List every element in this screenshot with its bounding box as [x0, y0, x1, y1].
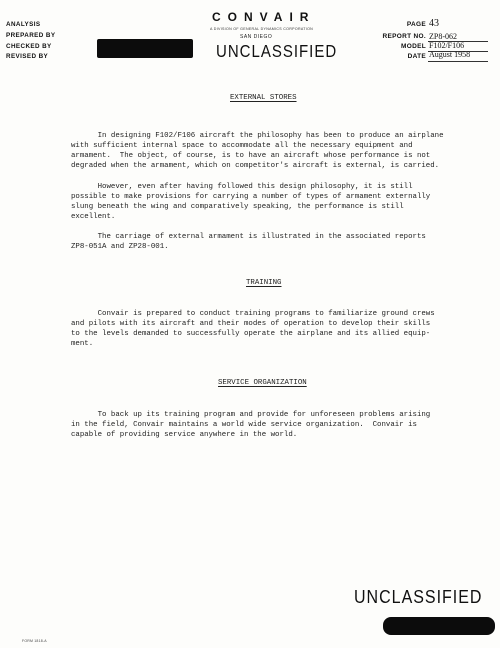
division-line: A DIVISION OF GENERAL DYNAMICS CORPORATION	[210, 27, 314, 31]
classification-footer: UNCLASSIFIED	[354, 588, 483, 608]
page-label: PAGE	[406, 21, 426, 28]
text-line: armament. The object, of course, is to have an aircraft whose performance is not	[71, 152, 431, 160]
text-line: Convair is prepared to conduct training programs to familiarize ground crews	[71, 310, 435, 318]
text-line: slung beneath the wing and comparatively speaking, the performance is still	[71, 203, 404, 211]
date-rule	[428, 61, 488, 62]
label-analysis: ANALYSIS	[6, 21, 41, 28]
section-heading-service-organization: SERVICE ORGANIZATION	[218, 379, 307, 387]
text-line: However, even after having followed this design philosophy, it is still	[71, 183, 413, 191]
label-prepared-by: PREPARED BY	[6, 32, 56, 39]
text-line: degraded when the armament, which on competitor's aircraft is external, is carried.	[71, 162, 440, 170]
page-value: 43	[429, 18, 439, 29]
text-line: The carriage of external armament is illustrated in the associated reports	[71, 233, 426, 241]
text-line: excellent.	[71, 213, 116, 221]
redaction-bar	[383, 617, 495, 635]
section-heading-external-stores: EXTERNAL STORES	[230, 94, 297, 102]
date-label: DATE	[407, 53, 426, 60]
text-line: and pilots with its aircraft and their modes of operation to develop their skills	[71, 320, 431, 328]
text-line: with sufficient internal space to accommodate all the necessary equipment and	[71, 142, 413, 150]
classification-header: UNCLASSIFIED	[216, 42, 338, 62]
text-line: capable of providing service anywhere in the world.	[71, 431, 298, 439]
paragraph	[71, 182, 430, 222]
model-label: MODEL	[401, 43, 426, 50]
text-line: possible to make provisions for carrying a number of types of armament externally	[71, 193, 431, 201]
paragraph	[71, 410, 430, 440]
report-number-label: REPORT NO.	[382, 33, 426, 40]
company-name: CONVAIR	[212, 10, 316, 24]
label-checked-by: CHECKED BY	[6, 43, 52, 50]
label-revised-by: REVISED BY	[6, 53, 49, 60]
text-line: to the levels demanded to successfully operate the airplane and its allied equip-	[71, 330, 431, 338]
redaction-bar	[97, 39, 193, 58]
company-city: SAN DIEGO	[240, 34, 273, 40]
model-value: F102/F106	[429, 41, 465, 50]
text-line: In designing F102/F106 aircraft the philosophy has been to produce an airplane	[71, 132, 444, 140]
text-line: ZP8-051A and ZP28-001.	[71, 243, 169, 251]
paragraph	[71, 131, 444, 171]
date-value: August 1958	[429, 50, 471, 59]
form-number: FORM 1818-A	[22, 639, 47, 643]
section-heading-training: TRAINING	[246, 279, 282, 287]
text-line: To back up its training program and provide for unforeseen problems arising	[71, 411, 431, 419]
text-line: ment.	[71, 340, 94, 348]
paragraph	[71, 232, 426, 252]
text-line: in the field, Convair maintains a world wide service organization. Convair is	[71, 421, 417, 429]
report-number-value: ZP8-062	[429, 32, 457, 41]
paragraph	[71, 309, 435, 349]
